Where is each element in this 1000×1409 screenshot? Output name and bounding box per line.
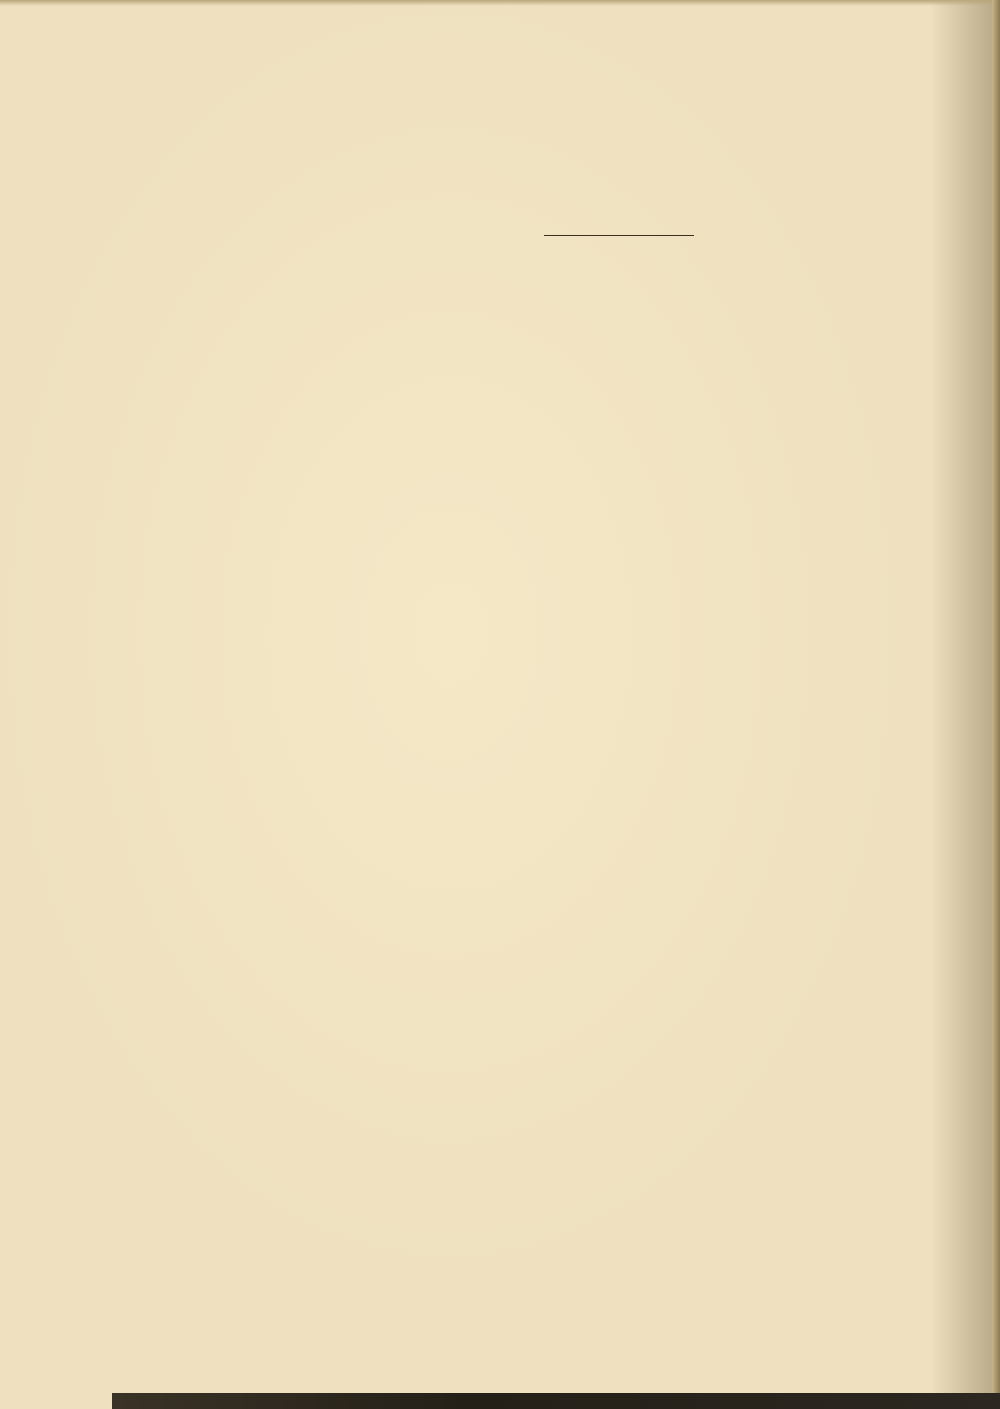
page-right-edge <box>992 0 1000 1409</box>
page-top-edge <box>0 0 1000 6</box>
composer-heading-puy <box>246 166 946 191</box>
section-divider <box>544 235 694 236</box>
composer-heading-quadris <box>246 254 946 279</box>
composer-heading-puxstaller <box>246 140 946 165</box>
composer-heading-quagliati <box>246 279 946 304</box>
catalog-text <box>246 115 946 304</box>
composer-heading-pynchon <box>246 191 946 216</box>
composer-heading-puteus <box>246 115 946 140</box>
scan-bottom-edge <box>112 1393 1000 1409</box>
